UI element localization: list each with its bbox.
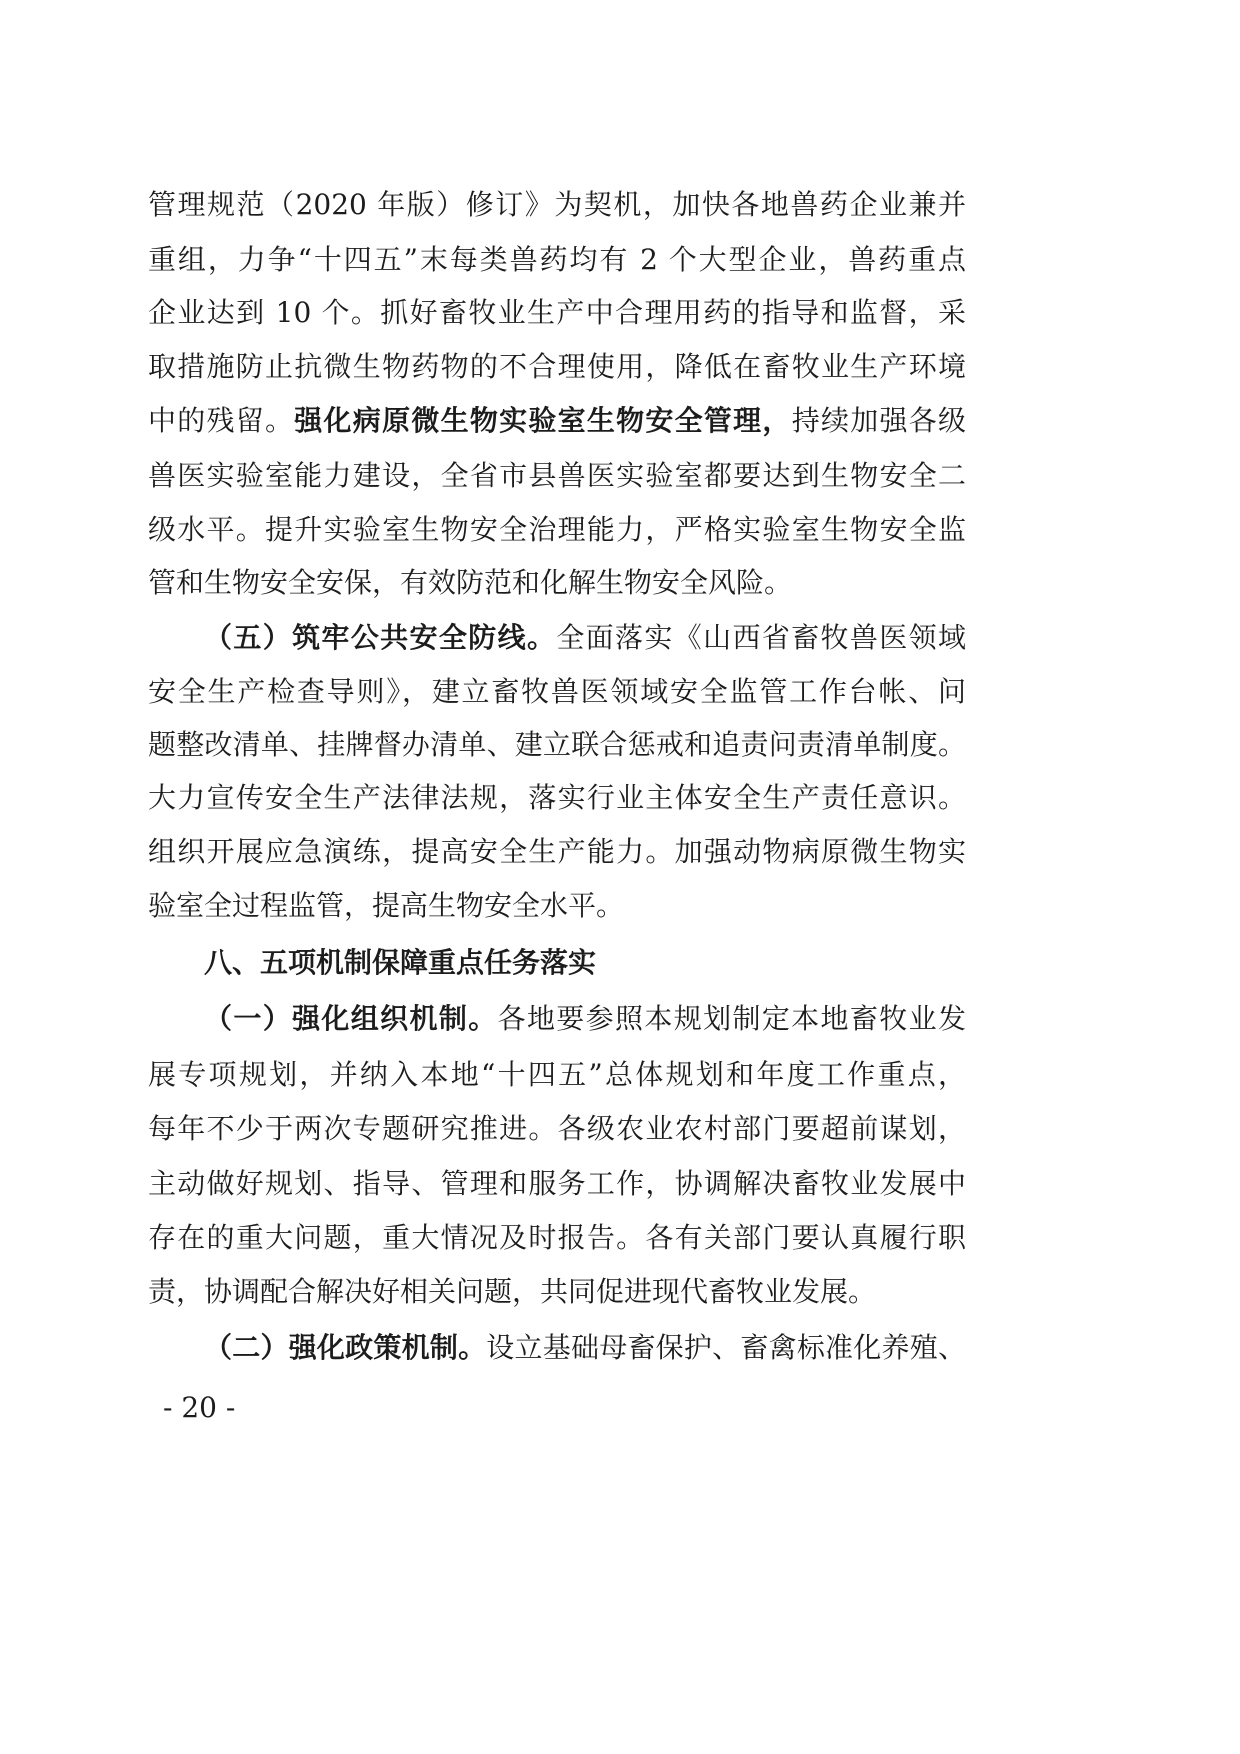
text-segment: 中的残留。	[148, 404, 295, 437]
text-segment: 管理规范（2020 年版）修订》为契机，加快各地兽药企业兼并	[148, 188, 966, 221]
text-segment: 安全生产检查导则》，建立畜牧兽医领域安全监管工作台帐、问	[148, 675, 966, 708]
text-line	[148, 512, 966, 548]
text-line	[148, 1274, 966, 1310]
text-line	[148, 295, 966, 331]
section-heading: 八、五项机制保障重点任务落实	[204, 946, 597, 979]
text-line	[148, 888, 966, 924]
text-segment: 每年不少于两次专题研究推进。各级农业农村部门要超前谋划，	[148, 1112, 966, 1145]
text-segment: 取措施防止抗微生物药物的不合理使用，降低在畜牧业生产环境	[148, 350, 966, 383]
subsection-title: （二）强化政策机制。	[204, 1331, 487, 1364]
text-segment: 重组，力争“十四五”末每类兽药均有 2 个大型企业，兽药重点	[148, 243, 966, 276]
text-segment: 题整改清单、挂牌督办清单、建立联合惩戒和追责问责清单制度。	[148, 728, 966, 761]
text-segment: 展专项规划，并纳入本地“十四五”总体规划和年度工作重点，	[148, 1058, 966, 1091]
emphasis-text: 强化病原微生物实验室生物安全管理，	[294, 404, 792, 437]
text-segment: 主动做好规划、指导、管理和服务工作，协调解决畜牧业发展中	[148, 1167, 966, 1200]
text-segment: 持续加强各级	[791, 404, 966, 437]
text-line	[148, 620, 966, 656]
text-line	[148, 1166, 966, 1202]
text-line	[148, 780, 966, 816]
text-line	[148, 674, 966, 710]
text-line	[148, 834, 966, 870]
text-line	[148, 565, 966, 601]
text-segment: 验室全过程监管，提高生物安全水平。	[148, 889, 625, 922]
text-segment: 责，协调配合解决好相关问题，共同促进现代畜牧业发展。	[148, 1275, 877, 1308]
page-number: - 20 -	[163, 1391, 236, 1424]
text-segment: 存在的重大问题，重大情况及时报告。各有关部门要认真履行职	[148, 1221, 966, 1254]
text-line	[148, 1111, 966, 1147]
text-segment: 兽医实验室能力建设，全省市县兽医实验室都要达到生物安全二	[148, 459, 966, 492]
text-line	[148, 458, 966, 494]
text-line	[148, 1220, 966, 1256]
text-segment: 各地要参照本规划制定本地畜牧业发	[497, 1002, 966, 1035]
text-segment: 组织开展应急演练，提高安全生产能力。加强动物病原微生物实	[148, 835, 966, 868]
text-segment: 管和生物安全安保，有效防范和化解生物安全风险。	[148, 566, 793, 599]
text-line	[148, 187, 966, 223]
text-line	[148, 403, 966, 439]
text-segment: 大力宣传安全生产法律法规，落实行业主体安全生产责任意识。	[148, 781, 966, 814]
text-line	[148, 1330, 966, 1366]
text-segment: 全面落实《山西省畜牧兽医领域	[556, 621, 966, 654]
subsection-title: （五）筑牢公共安全防线。	[204, 621, 557, 654]
text-line	[148, 1001, 966, 1037]
text-segment: 级水平。提升实验室生物安全治理能力，严格实验室生物安全监	[148, 513, 966, 546]
text-segment: 设立基础母畜保护、畜禽标准化养殖、	[486, 1331, 966, 1364]
text-line	[148, 349, 966, 385]
text-line	[148, 727, 966, 763]
text-line	[148, 242, 966, 278]
text-line	[148, 1057, 966, 1093]
subsection-title: （一）强化组织机制。	[204, 1002, 498, 1035]
text-segment: 企业达到 10 个。抓好畜牧业生产中合理用药的指导和监督，采	[148, 296, 966, 329]
